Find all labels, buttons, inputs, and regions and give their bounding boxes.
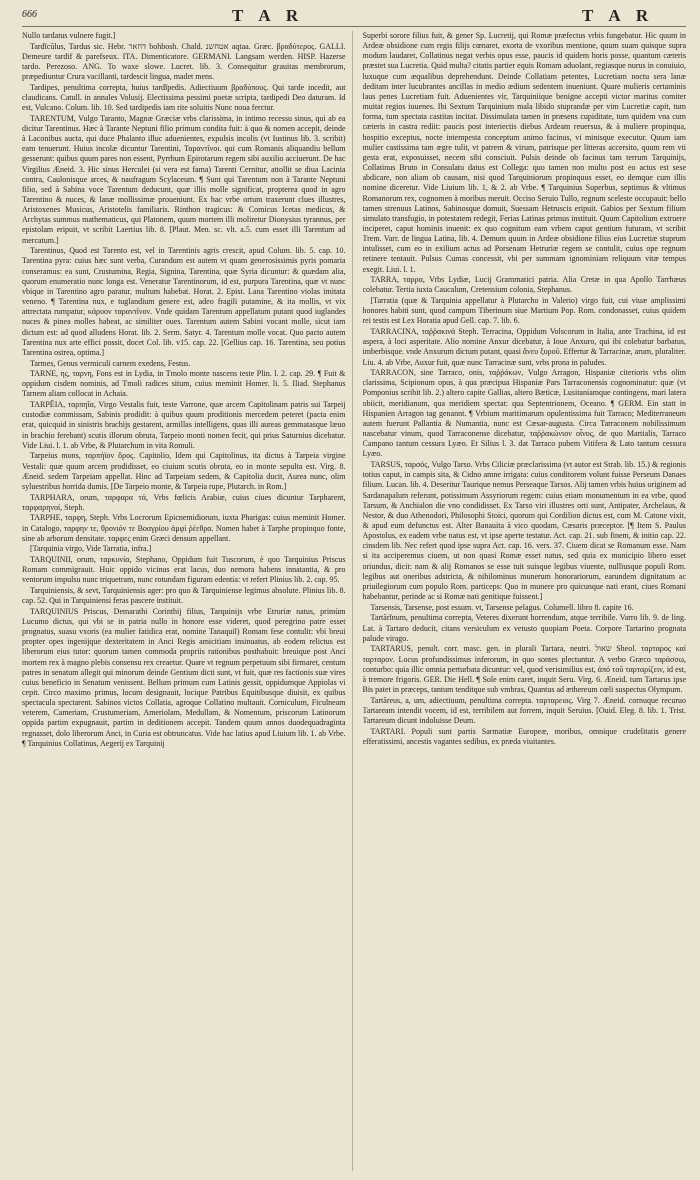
dictionary-entry: TARTARUS, penult. corr. masc. gen. in plurali Tartara, neutri. שאול Sheol. ταρταρος καί ταρταρον. Locus profundissimus inferorum, in quo sontes plectuntur. A verbo Græco ταράσσω, conturbo: quia illic omnia perturbata dicuntur: vel, quod verisimilius est, ἀπό τοῦ ταρταρίζειν, id est, à tremore frigoris. GER. Die Hell. ¶ Sole enim caret, inquit Seru. Virg. 6. Æneid. tum Tartarus ipse Bis patet in præceps, tantum tenditque sub vmbras, Quantus ad æthereum cœli suspectus Olympum. (362, 644, 686, 694)
running-head-right: T A R (582, 6, 655, 25)
dictionary-entry: Nullo tardatus vulnere fugit.] (22, 31, 116, 40)
dictionary-entry: Tarsensis, Tarsense, post essum. vt, Tarsense pelagus. Columell. libro 8. capite 16. (370, 602, 634, 612)
dictionary-entry: TARPHE, ταρφη, Steph. Vrbs Locrorum Epicnemidiorum, iuxta Pharigas: cuius meminit Homer. in Catalogo, ταρφην τε, θρονιόν τε Βοαγρίου ἀμφὶ ῥέεθρα. Nomen habet à Tarphe propinquo fonte, sine ab arborum densitate. ταρφες enim Græci densum appellant. (22, 513, 346, 543)
dictionary-entry: TARSUS, ταρσός, Vulgo Tarso. Vrbs Ciliciæ præclarissima (vt autor est Strab. lib. 15.) & regionis totius caput, in campis sita, & Cidno amne irrigata: cuius conditorem volunt fuisse Perseum Danaes filium. Lucan. lib. 4. Deseritur Taurique nemus Perseaque Tarsos. Alij tamen vrbis huius originem ad Sardanapalum referunt, potissimum Assyriorum regem: cuius etiam monumentum in ea vrbe, quod Tarsum, & Anchialon die vno condidisset. Ex Tarso viri illustres orti sunt, Antipater, Archelaus, & Nestor, & duo Athenodori, Philosophi Stoici, quorum qui Cordilion dictus est, cum M. Catone vixit, & apud eum defunctus est. Alter Banauita à vico quodam, Cæsaris præceptor. [¶ Item S. Paulus Apostolus, ex eadem vrbe natus est, vt ipse aperte testatur. Act. cap. 21. sub finem, & initio cap. 22. cinsdem lib. Nec refert quod ipse supra Act. cap. 16. vers. 37. Ciuem dicat se Romanum esse. Nam si ita acciperemus ciuem, ut non quasi Romæ esset natus, sed quia ex municipio libero esset oriundus, dicit: nam & alij Romanos se esse tuit suisque legibus viuente, nulliusque populi Rom. legibus aut oneribus adstricta, & nihilominus munerum honorariorum, earundem dignitatum ac priuilegiorum cum populo Rom. particeps: Quo in munere pro quicunque nati erant, ciues Romani habebantur, perinde ac si Romæ nati genitique fuissent.] (362, 460, 686, 602)
dictionary-entry: Tardipes, penultima correpta, huius tardĭpedis. Adiectiuum βραδύπους. Qui tarde incedit, aut claudicans. Catull. in annales Volusij. Electissima pessimi poetæ scripta, tardipedi Deo daturam. Id est, Vulcano. Colum. lib. 10. Sed tardipedis iam rite soluitis Nunc noua ferctur. (22, 82, 346, 113)
left-column (22, 31, 353, 1171)
dictionary-entry: Tartărĭnum, penultima correpta, Veteres dixerunt horrendum, atque terribile. Varro lib. 9. de ling. Lat. à Tartaro deducit, citans versiculum ex vetusto quopiam Poeta. Corpore Tartarino prognata palude virago. (362, 613, 686, 643)
dictionary-entry: TARQUINIUS Priscus, Demarathi Corinthij filius, Tarquinijs vrbe Etruriæ natus, primùm Lucumo dictus, qui vbi se in patria nullo in honore esse videret, quod peregrino patre esset prognatus, suasu vxoris (ea mulier fatidica erat, nomine Tanaquil) Romam fese contulit: vbi breui propter opes ingenijque dexteritatem in Anci Regis amicitiam insinuatus, ab eodem relictus est liberorum eius tutor: quorum tamen commoda propriis rationibus posthabuit: breuique post Anci mortem rex à magno plebis consensu rex creaetur. Quare vt regnum perpetuum sibi firmaret, centum patres in senatum allegit qui minorum deinde Gentium dicti sunt, vt fuit, quæ res factionis suæ vires cuius beneficio in Senatum venissent. Bellum primum cum Latinis gessit, oppidumque Appiolas vi cepit. Circo maximo primus, locum designauit, locique Patribus Equitibusque diuisit, ex quibus spectacula spectarent. Sabinos victos Collatia, agroque Collatino multauit. Corniculum, Ficulneam veterem, Cameriam, Crustumeriam, Ameriolam, Medullam, & Nomentum, priscorum Latinorum oppida partim expugnauit, partim in deditionem accepit. Tandem quum annos duodequadraginta regnasset, dolo liberorum Anci, in Curia est obtruncatus. Vide hac latius apud Liuium lib. 1. ab Vrbe. ¶ Tarquinius Collatinus, Aegerij ex Tarquinij (22, 606, 346, 748)
dictionary-entry: Tartăreus, a, um, adiectiuum, penultima correpta. ταρταρειος. Virg 7. Æneid. cornuque recuruo Tartaream intendit vocem, id est, terribilem aut forrem, inquit Seruius. [Ouid. Eleg. 8. lib. 1. Trist. Tartareum dicunt indoluisse Deum. (362, 695, 686, 725)
page-number: 666 (22, 9, 37, 20)
dictionary-entry: TARPHARA, orum, ταρφαρα τά, Vrbs fœlicis Arabiæ, cuius ciues dicuntur Tarpharent, ταρφαρηνοί, Steph. (22, 492, 346, 512)
dictionary-entry: TARNE, ης, ταρνη, Fons est in Lydia, in Tmolo monte nascens teste Plin. l. 2. cap. 29. ¶ Fuit & oppidum cisdem nominis, ad Tmoli radices situm, cuius meminit Homer. li. 5. Iliad. Stephanus Tarnem aliam collocat in Achaia. (22, 369, 346, 399)
dictionary-entry: Superbi sorore filius fuit, & gener Sp. Lucretij, qui Romæ præfectus vrbis fungebatur. Hic quum in Ardeæ obsidione cum regis filijs cœnaret, exorta de vxoribus mentione, quum suam quisque supra modum laudaret, Collatinus negat verbis opus esse, paucis id quidem horis posse, quantum cæteris præstet sua Lucretia. Quid multa? citatis partier equis Romam aduolant, regiasque nurus in conuiuio, luxuque cum æqualibus deprehendunt. Deinde Collatiam petentes, Lucretiam noctu sera lanæ deditam inter lucubrantes ancillas in medio ædium sedentem inueniunt. Quare mulieris certaminis laus penes Lucretiam fuit. Aduenientes vir, Tarquiniique benigne accepti victor maritus comiter muitat regios iuuenes. Ibi Sextum Tarquinium mala libido stuprandæ per vim Lucretiæ capit, tum forma, tum spectata castitas incitat. Dissimulata tamen in præsens cupiditate, tum quidem vna cum cæteris in castra rediit: paucis post interiectis diebus Ardeam reuersus, & à muliere propinqua, hospitio exceptus, nocte intempesta conceptum animo facinus, vi minisque executur. Quum iam mulier castissima tam ægre tulit, vt patrem & virum, patrisque per litteras accersito, quum rem vti gesta erat, exposuisset, necem sibi consciuit. Pulsis deinde ob facinus tam terrum Tarquinijs, Collatinus Bruto in Consulatu datus est Collega: quo tamen non multo post eo actus est sese abdicare, non aliam ob causam, nisi quod Tarquiniorum propinquus esset, eo demque cum illis nomine diceretur. Vide Liuium lib. 1, & 2. ab Vrbe. ¶ Tarquinius Superbus, septimus & vltimus Romanorum rex, cognomen à moribus meruit. Occiso Seruio Tullo, regnum sceleste occupauit: bello tamen strenuus Latinos, Sabinosque domuit, Suessam Hetruscis eripuit. Gabios per Sextum filium simulato transfugio, in potestatem redegit, Ferias Latinas primus instituit. Quum Capitolium extruere inciperet, caput hominis inuenit: ex quo cognitum eam vrbem caput gentium futuram, vt scribit Trem. Varr. de lingua Latina, lib. 4. Demum quum in Ardeæ obsidione filius eius Lucretiæ stuprum intulisset, cum eo in exilium actus ad Porsenam Hetruriæ regem se contulit, cuius ope regnum retinere tentauit. Pulsus Cumas concessit, vbi per summam ignominiam reliquum vitæ tempus exegit. Liui. l. 1. (362, 31, 686, 274)
text-columns (22, 31, 686, 1171)
dictionary-entry: Tarentinus, Quod est Tarento est, vel in Tarentinis agris crescit, apud Colum. lib. 5. cap. 10. Tarentina pyra: cuius hæc sunt verba, Curandum est autem vt quam generosissimis pyris pomaria conseramus: ea sunt, Crustumina, Regia, Signina, Tarentina, quæ Syria dicuntur: & quædam alia, quorum enumeratio nunc longa est. Veneratur Tarentinorum, id est, purpura Tarentina, quæ vt nunc vbique in Tarentino agro paratur, multum habebat. Horat. 2. Epist. Lana Tarentino violas imitata veneno. ¶ Tarentina nux, e tuglandium genere est, adeo fragili putamine, & ita mollis, vt vix attrectata rumpatur, κάρυον ταραντῖνον. Vnde quidam Tarentum appellatum putant quod iuglandes nuces & pinea molles habeat, ac similiter oues. Tarentum autem Sabini vocant molle, sicut iam dictum est: ad quod alludens Horat. lib. 2. Serm. Satyr. 4. Tarentum molle vocat. Quo pacto autem Tarentina nux arte effici possit, docet Col. lib. v15. cap. 22. [Gellius cap. 16. Tarentina, seu potius Tarentina ostrea, optima.] (22, 246, 346, 357)
dictionary-entry: [Tarquinia virgo, Vide Tarratia, infra.] (30, 544, 152, 554)
dictionary-entry: TARTARI. Populi sunt partis Sarmatiæ Europeæ, moribus, omnique crudelitatis genere efferatissimi, ancestis vagantes sedibus, ex præda viuitantes. (362, 726, 686, 746)
dictionary-entry: TARQUINII, orum, ταρκυνία, Stephano, Oppidum fuit Tuscorum, è quo Tarquinius Priscus Romam commigrauit. Huic oppido vicinus erat lacus, duo nemora habens innatantia, & pro ventorum impulsu nunc triquetram, nunc rotundam figuram edentia: vt refert Plinius lib. 2. cap. 95. (22, 554, 346, 585)
dictionary-entry: [Tarratia (quæ & Tarquinia appellatur à Plutarcho in Valerio) virgo fuit, cui viuæ amplissimi honores habiti sunt, quod campum Tiberinum siue Martium Pop. Rom. condonasset, cuius quidem rei testis est Lex Horatia apud Gell. cap. 7. lib. 6. (362, 296, 686, 326)
right-column (363, 31, 687, 1171)
page-header (22, 8, 686, 27)
running-head-left: T A R (232, 6, 305, 25)
dictionary-entry: Tardĭcŭlus, Tardus sic. Hebr. דחאר bohbosh. Chald. אטחשנ aqtaa. Græc. βραδύτερος. GALLI. Demeure tardif & parefseux. ITA. Dimenticatore. GERMANI. Langsam werden. HISP. Hazerse tardo. Perezoso. ANG. To waxe slowe. Lucret. lib. 3. Consequitur grauitas membrorum, præpediuntur Crura vacillanti, tardescit lingua, madet mens. (22, 41, 346, 82)
dictionary-entry: TARRACON, sine Tarraco, onis, ταῤῥάκων, Vulgo Arragon, Hispaniæ citerioris vrbs olim clarissima, Scipionum opus, à qua præcipua Hispaniæ Pars Tarraconensis cognominatur: quæ (vt Pomponius scribit lib. 2.) altero capite Gallias, altero Bæticæ, Lusitaniamque contingens, mari latera obiicit, meridianum, qua meridiem spectat: qua Septentrionem, Oceano. ¶ GERM. Ein statt in Hispanien Arragon tag genannt. ¶ Vrbium maritimarum opulentissima fuit Tarraco; Mediterraneum autem fuerunt Pallantia & Numantia, nunc est Cæsar-augusta. Circa Tarraconem nobilissimum nascebatur vinum, quod Tarraconense dicebatur, ταῤῥακώνιον οἶνος, de quo Martialis, Tarraco Campano tantum cessura Lyæo. Et Silius l. 3. dat Tarraco pubem Vitifera & Lato tantum cessura Lyæo. (362, 368, 686, 459)
dictionary-entry: Tarpeius mons, ταρπήϊον ὄρος. Capitolio, Idem qui Capitolinus, ita dictus à Tarpeia virgine Vestali: quæ quum arcem prodidisset, eo ciuium scutis obruta, eo in monte sepulta est. Virg. 8. Æneid. sedem Tarpeiam appellat. Hinc ad Tarpeiam sedem, & Capitolia ducit, Aurea nunc, olim syluestribus horrida dumis. [De Tarpeio monte, & Tarpeia rupe, Plutarch. in Rom.] (22, 451, 346, 491)
dictionary-entry: Tarmes, Genus vermiculi carnem exedens, Festus. (30, 358, 191, 368)
dictionary-entry: TARRA, ταρρα, Vrbs Lydiæ, Lucij Grammatici patria. Alia Cretæ in qua Apollo Tarrhæus colebatur. Tertia iuxta Caucalum, Cretensium colonia, Stephanus. (362, 275, 686, 295)
dictionary-entry: TARENTUM, Vulgo Taranto, Magnæ Græciæ vrbs clarissima, in intimo recessu sinus, qui ab ea dicitur Tarentinus. Hæc à Tarante Neptuni filio primum condita fuit: à quo & nomen accepit, deinde à Laconibus aucta, qui duce Phalanto illuc aduenientes, expulsis incolis (vt Iustinus lib. 3. scribit) eam tenuerunt. Huius incolæ dicuntur Tarentini, Ταραντῖνοι. qui cum Romanis aliquandiu bellum gesserunt: quibus quum pares non essent, Pyrrhum Epirotarum regem sibi auxilio acciuerunt. De hac Virgilius Æneid. 3. Hic sinus Herculei (si vera est fama) Tarenti Cernitur, attollit se diua Lacinia contra, Caulonisque arces, & naufragum Scylaceum. ¶ Sunt qui Tarentum non à Tarante Neptuni filio, sed à Sabina voce Tarentum deducunt, quæ illis molle significat, propterea quod in agro Tarentino & nuces, & lanæ mollissimæ proueniunt. Ex hac vrbe ortum traxerunt clues illustres, Aristoxenes Musicus, Aristotelis familiaris. Rinthon tragicus: & Comicus Icetas medicus, & Archytas summus mathematicus, qui Platonem, quum mortem illi moliretur Dionysius tyrannus, per epistolam eripuit, vt scribit Laertius lib. 8. [Plaut. Men. sc. vlt. a.5. cum esset illi Tarentum ad mercatum.] (22, 113, 346, 245)
dictionary-entry: Tarquiniensis, & sevt, Tarquiniensis ager: pro quo & Tarquiniense legimus absolute. Plinius lib. 8. cap. 52. Qui in Tarquiniensi feras pascere instituit. (22, 585, 346, 606)
dictionary-entry: TARPĒIA, ταρπηΐα, Virgo Vestalis fuit, teste Varrone, quæ arcem Capitolinam patris sui Tarpeij custodiæ commissam, Sabinis prodidit: à quibus quum proditionis mercedem peteret (pacta enim erat, quicquid in sinistris brachijs gestarent, armillas intelligens, quas illi aureas gemmatasque læuo in brachio ferebant) scutis illorum obruta, Tarpeio monti nomen fecit, qui prius Saturnius dicebatur. Vide Liui. l. 1. ab Vrbe, & Plutarchum in vita Romuli. (22, 400, 346, 450)
dictionary-entry: TARRACINA, ταῤῥακινά Steph. Terracina, Oppidum Volscorum in Italia, ante Trachina, id est aspera, à loci asperitate. Alio nomine Anxur dicebatur, à Ioue Anxuro, qui ibi colebatur barbatus, imberbisque. vnde Anxurum dictum putant, quasi ἄνευ ξυροῦ. Effertur & Tarracinæ, arum, pluraliter. Liu. 4. ab Vrbe, Auxur fuit, quæ nunc Tarracinæ sunt, vrbs prona in paludes. (362, 327, 686, 367)
